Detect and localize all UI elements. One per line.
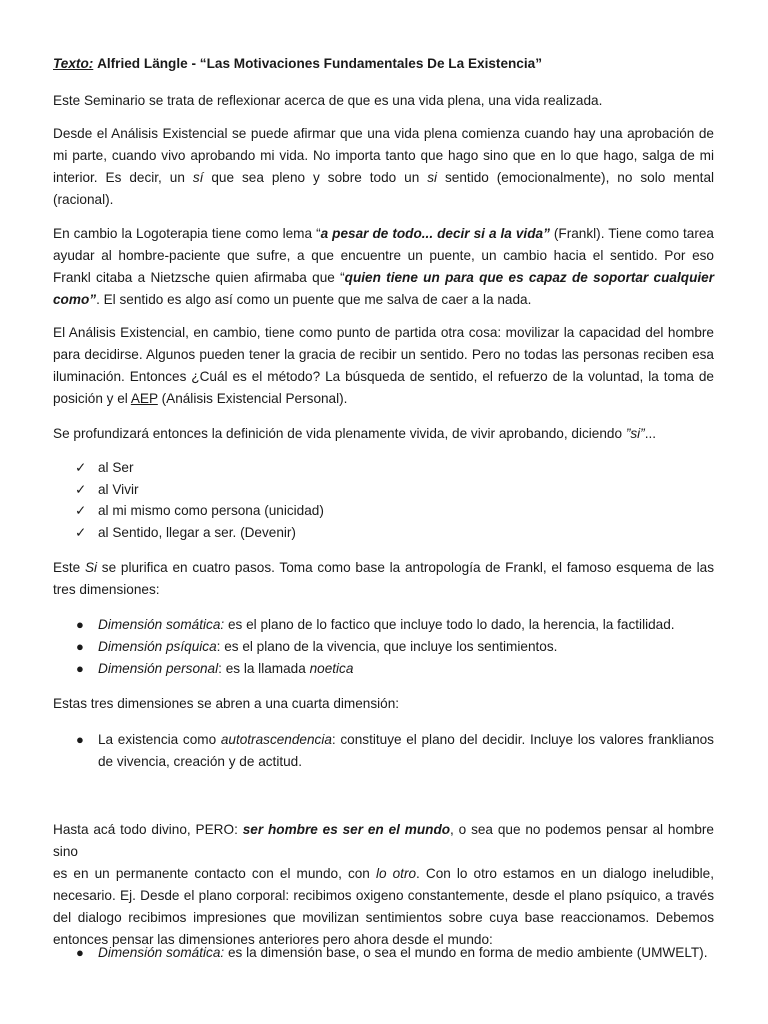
paragraph-6	[53, 557, 714, 601]
checklist-item	[0, 457, 768, 479]
paragraph-8	[53, 819, 714, 951]
dimension-desc: es la dimensión base, o sea el mundo en forma de medio ambiente (UMWELT).	[227, 945, 708, 960]
world-dimensions-list	[0, 942, 768, 964]
paragraph-6-line: tres dimensiones:	[53, 582, 160, 597]
bullet-icon: ●	[76, 617, 84, 632]
bullet-icon: ●	[76, 661, 84, 676]
text-run: La existencia como	[98, 732, 217, 747]
document-title	[53, 53, 714, 75]
italic-si: ”si”	[625, 426, 645, 441]
dimension-name: Dimensión personal	[98, 661, 219, 676]
checklist-item	[0, 522, 768, 544]
paragraph-7-text: Estas tres dimensiones se abren a una cuarta dimensión:	[53, 696, 400, 711]
checklist-item	[0, 500, 768, 522]
dimension-item	[0, 614, 768, 636]
text-run: se plurifica en cuatro pasos. Toma como base la antropología de Frankl, el famoso esquema de las	[101, 560, 714, 575]
dimension-text	[98, 614, 675, 636]
text-run: Frankl citaba a Nietzsche quien afirmaba que “	[53, 270, 345, 285]
paragraph-4-line: iluminación. Entonces ¿Cuál es el método? La búsqueda de sentido, el refuerzo de la voluntad, la toma de	[53, 369, 714, 384]
text-run: , o sea que no podemos pensar al hombre sino	[53, 822, 714, 859]
paragraph-1-text: Este Seminario se trata de reflexionar acerca de que es una vida plena, una vida realizada.	[53, 93, 603, 108]
checkmark-icon: ✓	[75, 503, 87, 519]
text-run: Hasta acá todo divino, PERO:	[53, 822, 238, 837]
paragraph-2-line: Desde el Análisis Existencial se puede afirmar que una vida plena comienza cuando hay una aprobación de	[53, 126, 714, 141]
text-run: posición y el	[53, 391, 128, 406]
text-run: En cambio la Logoterapia tiene como lema “	[53, 226, 321, 241]
emphasis: ser hombre es ser en el mundo	[242, 822, 451, 837]
text-run: . El sentido es algo así como un puente que me salva de caer a la nada.	[96, 292, 532, 307]
italic-si: sí	[192, 170, 204, 185]
bullet-icon: ●	[76, 945, 84, 960]
paragraph-1	[53, 90, 714, 112]
paragraph-8-line	[53, 863, 714, 885]
paragraph-3-line: ayudar al hombre-paciente que sufre, a que encuentre un puente, un cambio hacia el sentido. Por eso	[53, 248, 714, 263]
paragraph-8-line	[53, 819, 714, 863]
dimension-desc: : es la llamada	[218, 661, 306, 676]
paragraph-3-line	[53, 223, 714, 245]
paragraph-2	[53, 123, 714, 211]
paragraph-4	[53, 322, 714, 410]
dimensions-list	[0, 614, 768, 680]
paragraph-3	[53, 223, 714, 311]
fourth-dimension-line	[98, 729, 714, 751]
dimension-text	[98, 636, 557, 658]
quote-emphasis: a pesar de todo... decir si a la vida”	[320, 226, 550, 241]
aep-abbreviation: AEP	[130, 391, 158, 406]
paragraph-8-line: del dialogo recibimos impresiones que movilizan sentimientos sobre cuya base reaccionamos. Debemos	[53, 910, 714, 925]
quote-emphasis: como”	[53, 292, 97, 307]
text-run: sentido (emocionalmente), no solo mental	[445, 170, 715, 185]
paragraph-2-line	[53, 167, 714, 189]
affirmation-checklist	[0, 457, 768, 543]
paragraph-3-line	[53, 289, 714, 311]
text-run: Este	[53, 560, 81, 575]
checklist-item-text: al Sentido, llegar a ser. (Devenir)	[98, 524, 296, 540]
text-run: : constituye el plano del decidir. Incluye los valores franklianos	[331, 732, 714, 747]
text-run: interior. Es decir, un	[53, 170, 185, 185]
text-run: ...	[644, 426, 657, 441]
quote-emphasis: quien tiene un para que es capaz de soportar cualquier	[344, 270, 714, 285]
italic-si: Si	[84, 560, 98, 575]
paragraph-4-line	[53, 388, 714, 410]
italic-term: autotrascendencia	[220, 732, 332, 747]
dimension-extra: noetica	[309, 661, 354, 676]
dimension-name: Dimensión somática:	[98, 617, 225, 632]
paragraph-6-line	[53, 557, 714, 579]
paragraph-4-line: El Análisis Existencial, en cambio, tiene como punto de partida otra cosa: movilizar la capacidad del hombre	[53, 325, 714, 340]
paragraph-2-line: (racional).	[53, 192, 114, 207]
paragraph-5	[53, 423, 714, 445]
fourth-dimension-text	[98, 729, 714, 773]
text-run: es en un permanente contacto con el mundo, con	[53, 866, 370, 881]
dimension-item	[0, 658, 768, 680]
title-label: Texto:	[53, 56, 94, 71]
checkmark-icon: ✓	[75, 481, 87, 497]
checklist-item-text: al Vivir	[98, 481, 139, 497]
checkmark-icon: ✓	[75, 460, 87, 475]
dimension-desc: : es el plano de la vivencia, que incluye los sentimientos.	[216, 639, 558, 654]
dimension-name: Dimensión psíquica	[98, 639, 217, 654]
italic-si: si	[427, 170, 438, 185]
dimension-name: Dimensión somática:	[98, 945, 225, 960]
bullet-icon: ●	[76, 639, 84, 654]
text-run: que sea pleno y sobre todo un	[211, 170, 420, 185]
checkmark-icon: ✓	[75, 524, 87, 540]
paragraph-3-line	[53, 267, 714, 289]
paragraph-2-line: mi parte, cuando vivo aprobando mi vida. No importa tanto que hago sino que en lo que hago, salga de mi	[53, 148, 714, 163]
world-dimension-item	[0, 942, 768, 964]
text-run: Se profundizará entonces la definición de vida plenamente vivida, de vivir aprobando, diciendo	[53, 426, 623, 441]
dimension-item	[0, 636, 768, 658]
text-run: (Análisis Existencial Personal).	[161, 391, 348, 406]
checklist-item-text: al Ser	[98, 460, 134, 475]
text-run: . Con lo otro estamos en un dialogo ineludible,	[416, 866, 715, 881]
world-dimension-text	[98, 942, 707, 964]
checklist-item-text: al mi mismo como persona (unicidad)	[98, 503, 324, 519]
italic-term: lo otro	[375, 866, 417, 881]
paragraph-7	[53, 693, 714, 715]
paragraph-8-line: entonces pensar las dimensiones anteriores pero ahora desde el mundo:	[53, 932, 493, 947]
title-author-work: Alfried Längle - “Las Motivaciones Fundamentales De La Existencia”	[97, 56, 542, 71]
fourth-dimension-line: de vivencia, creación y de actitud.	[98, 754, 303, 769]
paragraph-8-line: necesario. Ej. Desde el plano corporal: recibimos oxigeno constantemente, desde el plano psíquico, a través	[53, 888, 714, 903]
checklist-item	[0, 479, 768, 501]
bullet-icon: ●	[76, 732, 84, 747]
paragraph-4-line: para decidirse. Algunos pueden tener la gracia de recibir un sentido. Pero no todas las personas reciben esa	[53, 347, 714, 362]
text-run: (Frankl). Tiene como tarea	[553, 226, 714, 241]
dimension-desc: es el plano de lo factico que incluye todo lo dado, la herencia, la factilidad.	[227, 617, 675, 632]
dimension-text	[98, 658, 353, 680]
